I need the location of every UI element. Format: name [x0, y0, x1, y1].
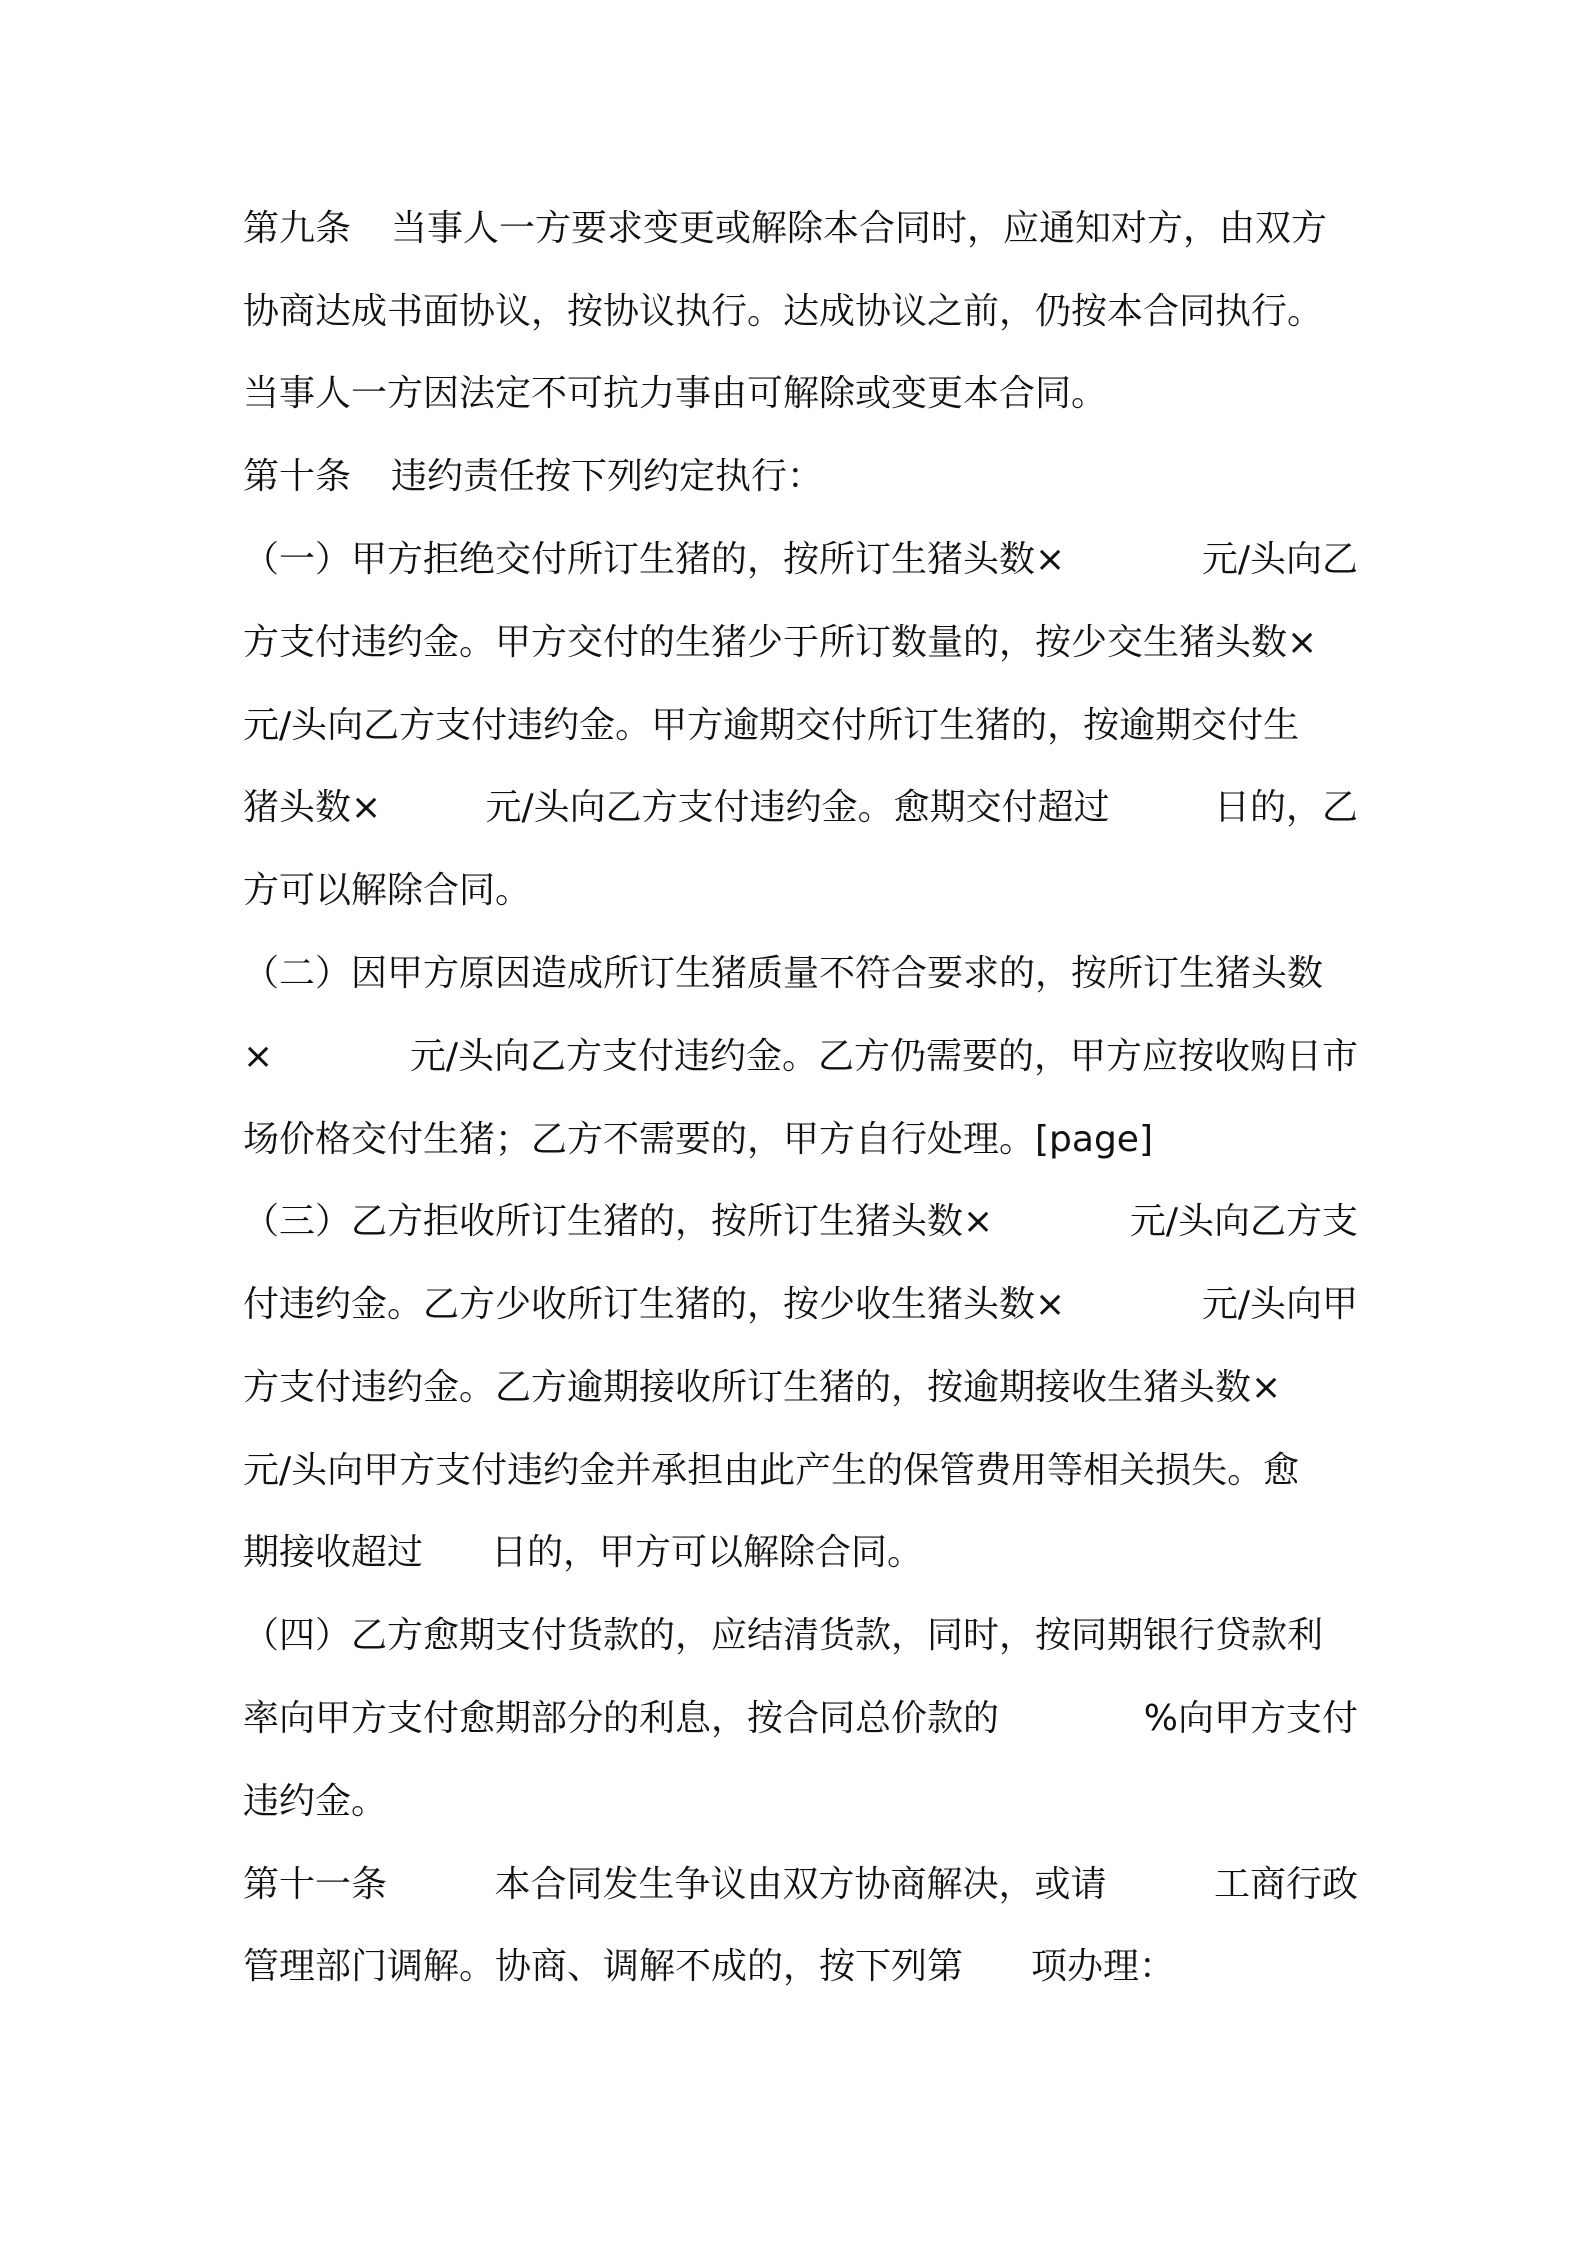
clause-4-line-2: [243, 1689, 1358, 1749]
article-9-line-3: [243, 364, 1358, 424]
text-segment: 项办理：: [1031, 1946, 1176, 1987]
text-line: 场价格交付生猪；乙方不需要的，甲方自行处理。[page]: [243, 1119, 1154, 1160]
text-segment: 付违约金。乙方少收所订生猪的，按少收生猪头数×: [243, 1284, 1066, 1325]
text-segment: 元/头向乙方支付违约金。愈期交付超过: [485, 787, 1110, 828]
clause-2-line-1: [243, 944, 1358, 1004]
text-segment: 本合同发生争议由双方协商解决，或请: [494, 1864, 1107, 1905]
text-segment: %向甲方支付: [1143, 1698, 1358, 1739]
clause-3-line-3: [243, 1358, 1358, 1418]
text-segment: （一）甲方拒绝交付所订生猪的，按所订生猪头数×: [243, 539, 1066, 580]
article-9-text: 当事人一方要求变更或解除本合同时，应通知对方，由双方: [391, 208, 1328, 249]
text-segment: 猪头数×: [243, 787, 382, 828]
text-line: （二）因甲方原因造成所订生猪质量不符合要求的，按所订生猪头数: [243, 953, 1324, 994]
article-10-text: 违约责任按下列约定执行：: [391, 456, 824, 497]
text-line: 元/头向乙方支付违约金。甲方逾期交付所订生猪的，按逾期交付生: [243, 705, 1300, 746]
text-segment: 元/头向乙: [1201, 539, 1358, 580]
clause-3-line-4: [243, 1441, 1358, 1501]
article-11-heading: 第十一条: [243, 1864, 388, 1905]
text-line: 违约金。: [243, 1781, 388, 1822]
article-9-line-2: [243, 282, 1358, 342]
article-11-line-1: [243, 1855, 1358, 1915]
text-segment: 期接收超过: [243, 1532, 424, 1573]
clause-3-line-5: [243, 1523, 1358, 1583]
text-line: 协商达成书面协议，按协议执行。达成协议之前，仍按本合同执行。: [243, 291, 1324, 332]
clause-1-line-4: [243, 778, 1358, 838]
text-line: 方可以解除合同。: [243, 870, 532, 911]
clause-1-line-2: [243, 613, 1358, 673]
article-10-line-1: [243, 447, 1358, 507]
clause-3-line-1: [243, 1192, 1358, 1252]
text-line: 方支付违约金。乙方逾期接收所订生猪的，按逾期接收生猪头数×: [243, 1367, 1282, 1408]
clause-4-line-1: [243, 1606, 1358, 1666]
article-9-heading: 第九条: [243, 208, 352, 249]
article-9-line-1: [243, 199, 1358, 259]
clause-1-line-5: [243, 861, 1358, 921]
clause-1-line-1: [243, 530, 1358, 590]
text-line: 方支付违约金。甲方交付的生猪少于所订数量的，按少交生猪头数×: [243, 622, 1318, 663]
clause-1-line-3: [243, 696, 1358, 756]
text-segment: 元/头向乙方支: [1129, 1201, 1358, 1242]
text-line: （四）乙方愈期支付货款的，应结清货款，同时，按同期银行贷款利: [243, 1615, 1324, 1656]
text-line: 元/头向甲方支付违约金并承担由此产生的保管费用等相关损失。愈: [243, 1450, 1300, 1491]
article-11-line-2: [243, 1937, 1358, 1997]
text-segment: 元/头向甲: [1201, 1284, 1358, 1325]
text-segment: （三）乙方拒收所订生猪的，按所订生猪头数×: [243, 1201, 994, 1242]
text-segment: 率向甲方支付愈期部分的利息，按合同总价款的: [243, 1698, 1000, 1739]
clause-2-line-2: [243, 1027, 1358, 1087]
text-segment: 日的，甲方可以解除合同。: [491, 1532, 924, 1573]
text-segment: 日的，乙: [1213, 787, 1358, 828]
text-segment: 管理部门调解。协商、调解不成的，按下列第: [243, 1946, 964, 1987]
clause-4-line-3: [243, 1772, 1358, 1832]
clause-3-line-2: [243, 1275, 1358, 1335]
text-line: 当事人一方因法定不可抗力事由可解除或变更本合同。: [243, 373, 1108, 414]
clause-2-line-3: [243, 1110, 1358, 1170]
text-segment: 工商行政: [1213, 1864, 1358, 1905]
article-10-heading: 第十条: [243, 456, 352, 497]
text-segment: 元/头向乙方支付违约金。乙方仍需要的，甲方应按收购日市: [409, 1036, 1358, 1077]
text-segment: ×: [243, 1036, 274, 1077]
